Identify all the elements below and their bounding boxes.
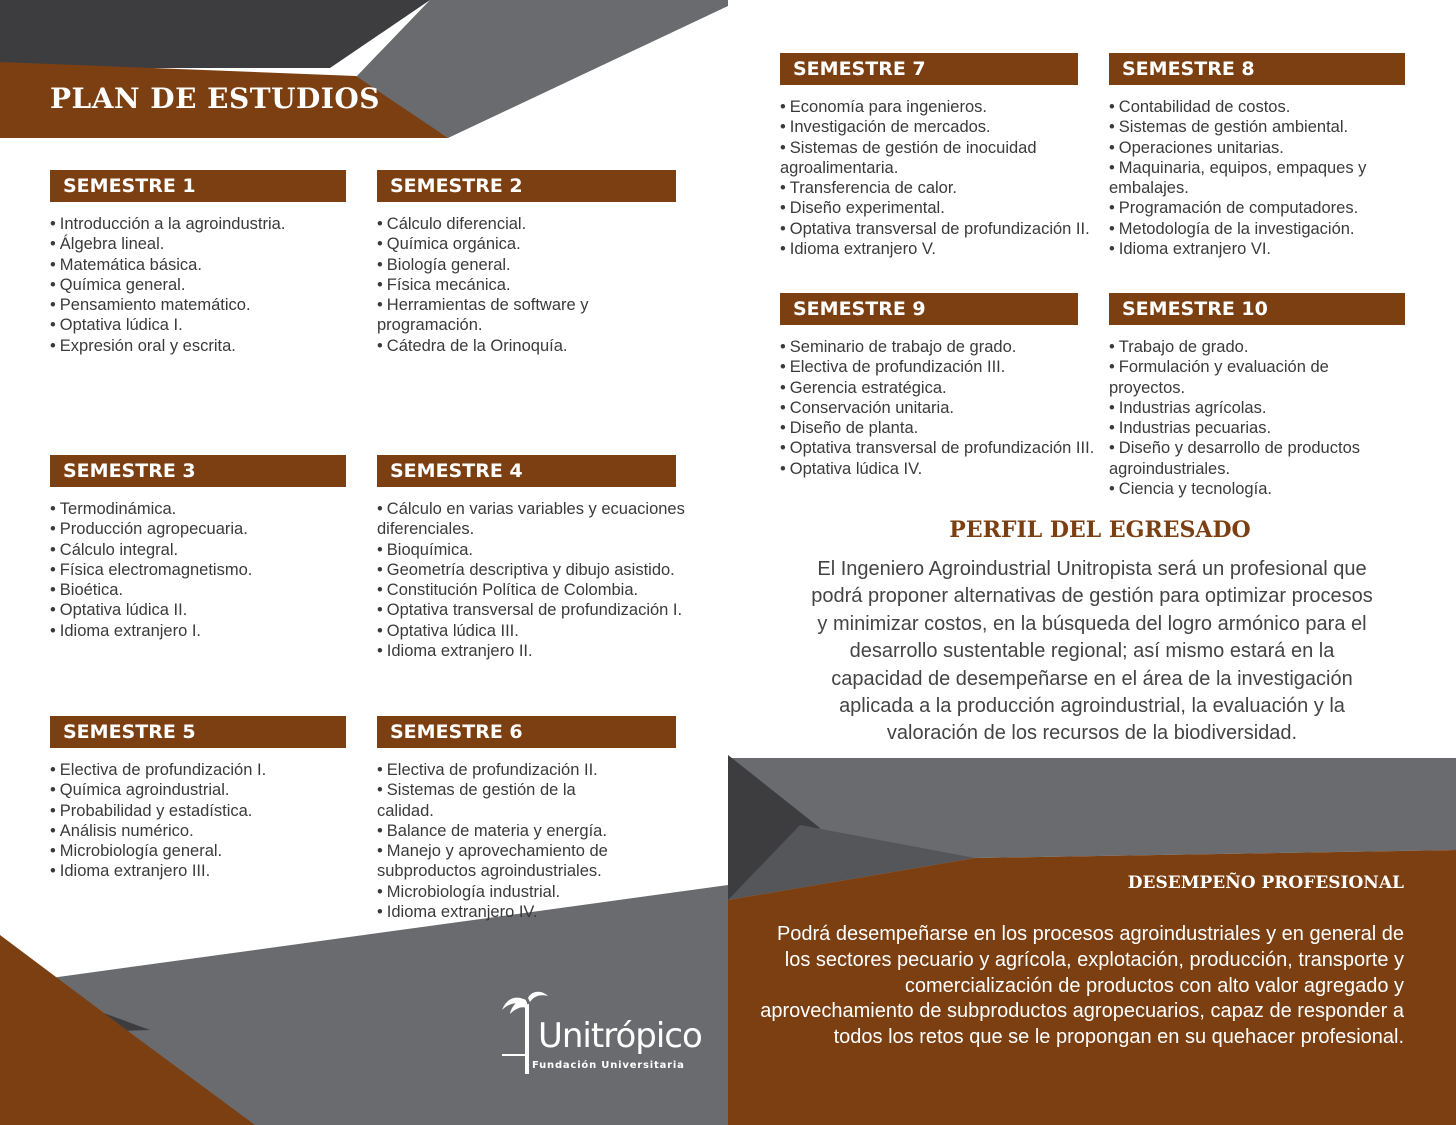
course-item: • Electiva de profundización II.	[377, 760, 627, 780]
course-item: • Optativa lúdica III.	[377, 621, 685, 641]
course-item: • Probabilidad y estadística.	[50, 801, 346, 821]
course-item: • Introducción a la agroindustria.	[50, 214, 346, 234]
course-item: • Bioética.	[50, 580, 346, 600]
course-item: • Cálculo diferencial.	[377, 214, 676, 234]
course-item: • Idioma extranjero VI.	[1109, 239, 1371, 259]
semester-header: SEMESTRE 6	[377, 716, 676, 748]
semester-5-block	[50, 716, 346, 882]
course-item: • Cálculo integral.	[50, 540, 346, 560]
course-item: • Idioma extranjero V.	[780, 239, 1090, 259]
course-item: • Constitución Política de Colombia.	[377, 580, 685, 600]
semester-header: SEMESTRE 10	[1109, 293, 1405, 325]
logo-subtitle: Fundación Universitaria	[532, 1060, 685, 1071]
course-item: • Industrias agrícolas.	[1109, 398, 1371, 418]
logo-name: Unitrópico	[538, 1016, 702, 1056]
semester-header: SEMESTRE 2	[377, 170, 676, 202]
semester-7-block	[780, 53, 1110, 259]
semester-header: SEMESTRE 4	[377, 455, 676, 487]
semester-2-block	[377, 170, 676, 356]
semester-header: SEMESTRE 1	[50, 170, 346, 202]
course-item: • Investigación de mercados.	[780, 117, 1090, 137]
course-item: • Optativa transversal de profundización II.	[780, 219, 1090, 239]
course-item: • Química general.	[50, 275, 346, 295]
semester-header: SEMESTRE 8	[1109, 53, 1405, 85]
course-item: • Sistemas de gestión ambiental.	[1109, 117, 1371, 137]
course-item: • Balance de materia y energía.	[377, 821, 627, 841]
semester-header: SEMESTRE 9	[780, 293, 1078, 325]
course-item: • Sistemas de gestión de inocuidad agroalimentaria.	[780, 138, 1090, 179]
course-item: • Química orgánica.	[377, 234, 676, 254]
course-item: • Bioquímica.	[377, 540, 685, 560]
semester-6-block	[377, 716, 676, 922]
course-list	[377, 499, 685, 661]
course-list	[780, 337, 1102, 479]
course-item: • Idioma extranjero I.	[50, 621, 346, 641]
unitropico-logo	[500, 988, 702, 1078]
semester-header: SEMESTRE 7	[780, 53, 1078, 85]
course-item: • Programación de computadores.	[1109, 198, 1371, 218]
course-item: • Transferencia de calor.	[780, 178, 1090, 198]
course-item: • Cálculo en varias variables y ecuaciones diferenciales.	[377, 499, 685, 540]
course-item: • Formulación y evaluación de proyectos.	[1109, 357, 1371, 398]
course-item: • Conservación unitaria.	[780, 398, 1102, 418]
course-item: • Manejo y aprovechamiento de subproductos agroindustriales.	[377, 841, 627, 882]
course-item: • Matemática básica.	[50, 255, 346, 275]
course-item: • Cátedra de la Orinoquía.	[377, 336, 676, 356]
course-item: • Microbiología industrial.	[377, 882, 627, 902]
plan-title: PLAN DE ESTUDIOS	[50, 82, 380, 115]
course-item: • Electiva de profundización I.	[50, 760, 346, 780]
course-item: • Herramientas de software y programación.	[377, 295, 676, 336]
course-item: • Termodinámica.	[50, 499, 346, 519]
course-item: • Idioma extranjero II.	[377, 641, 685, 661]
course-item: • Análisis numérico.	[50, 821, 346, 841]
course-item: • Sistemas de gestión de la calidad.	[377, 780, 627, 821]
course-item: • Trabajo de grado.	[1109, 337, 1371, 357]
course-item: • Diseño y desarrollo de productos agroindustriales.	[1109, 438, 1371, 479]
course-item: • Optativa transversal de profundización III.	[780, 438, 1102, 458]
course-list	[377, 760, 627, 922]
course-item: • Maquinaria, equipos, empaques y embalajes.	[1109, 158, 1371, 199]
course-item: • Industrias pecuarias.	[1109, 418, 1371, 438]
course-item: • Optativa lúdica II.	[50, 600, 346, 620]
course-item: • Seminario de trabajo de grado.	[780, 337, 1102, 357]
semester-1-block	[50, 170, 346, 356]
course-item: • Idioma extranjero IV.	[377, 902, 627, 922]
course-list	[780, 97, 1090, 259]
course-item: • Química agroindustrial.	[50, 780, 346, 800]
course-item: • Optativa transversal de profundización I.	[377, 600, 685, 620]
course-item: • Optativa lúdica IV.	[780, 459, 1102, 479]
top-left-dark-shape	[0, 0, 430, 68]
course-list	[1109, 337, 1371, 499]
perfil-title: PERFIL DEL EGRESADO	[949, 517, 1251, 543]
course-item: • Electiva de profundización III.	[780, 357, 1102, 377]
course-item: • Física mecánica.	[377, 275, 676, 295]
course-item: • Ciencia y tecnología.	[1109, 479, 1371, 499]
course-list	[50, 499, 346, 641]
course-item: • Gerencia estratégica.	[780, 378, 1102, 398]
semester-10-block	[1109, 293, 1449, 499]
course-item: • Contabilidad de costos.	[1109, 97, 1371, 117]
semester-header: SEMESTRE 3	[50, 455, 346, 487]
course-item: • Física electromagnetismo.	[50, 560, 346, 580]
semester-8-block	[1109, 53, 1405, 259]
perfil-text: El Ingeniero Agroindustrial Unitropista será un profesional que podrá proponer alternativas de gestión para optimizar procesos y minimizar costos, en la búsqueda del logro armónico para el desarrollo sustentable regional; así mismo estará en la capacidad de desempeñarse en el área de la investigación aplicada a la producción agroindustrial, la evaluación y la valoración de los recursos de la biodiversidad.	[811, 558, 1373, 745]
course-item: • Diseño experimental.	[780, 198, 1090, 218]
course-item: • Pensamiento matemático.	[50, 295, 346, 315]
course-item: • Microbiología general.	[50, 841, 346, 861]
course-item: • Diseño de planta.	[780, 418, 1102, 438]
semester-3-block	[50, 455, 346, 641]
course-list	[377, 214, 676, 356]
course-item: • Operaciones unitarias.	[1109, 138, 1371, 158]
course-item: • Metodología de la investigación.	[1109, 219, 1371, 239]
course-item: • Biología general.	[377, 255, 676, 275]
course-item: • Optativa lúdica I.	[50, 315, 346, 335]
course-item: • Idioma extranjero III.	[50, 861, 346, 881]
course-item: • Geometría descriptiva y dibujo asistido.	[377, 560, 685, 580]
desempeno-title: DESEMPEÑO PROFESIONAL	[1127, 873, 1404, 893]
course-item: • Álgebra lineal.	[50, 234, 346, 254]
course-item: • Expresión oral y escrita.	[50, 336, 346, 356]
course-item: • Economía para ingenieros.	[780, 97, 1090, 117]
course-list	[50, 760, 346, 882]
semester-header: SEMESTRE 5	[50, 716, 346, 748]
semester-9-block	[780, 293, 1110, 479]
course-list	[50, 214, 346, 356]
course-item: • Producción agropecuaria.	[50, 519, 346, 539]
semester-4-block	[377, 455, 707, 661]
desempeno-text: Podrá desempeñarse en los procesos agroindustriales y en general de los sectores pecuario y agrícola, explotación, producción, transporte y comercialización de productos con alto valor agregado y aprovechamiento de subproductos agropecuarios, capaz de responder a todos los retos que se le propongan en su quehacer profesional.	[760, 923, 1404, 1049]
course-list	[1109, 97, 1371, 259]
